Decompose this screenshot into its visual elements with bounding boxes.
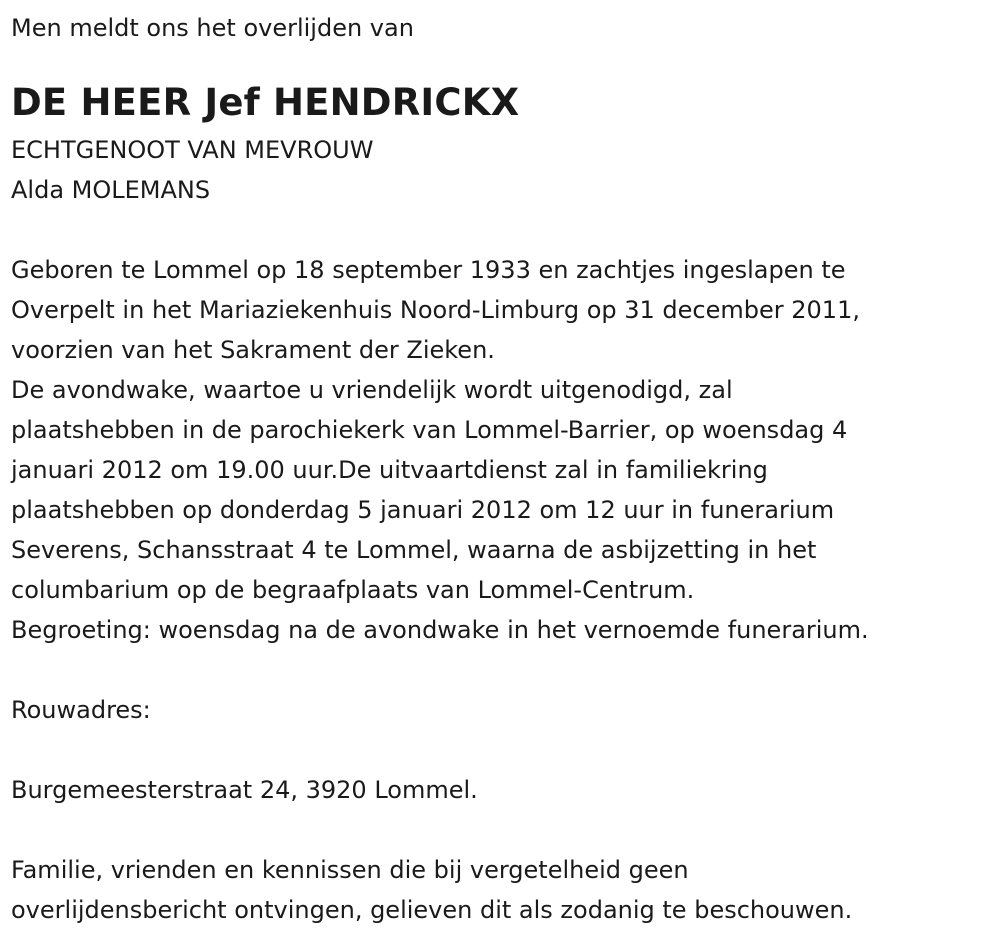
body-line: januari 2012 om 19.00 uur.De uitvaartdienst zal in familiekring: [11, 456, 768, 484]
body-line: plaatshebben in de parochiekerk van Lommel-Barrier, op woensdag 4: [11, 416, 848, 444]
spacer: [11, 210, 1000, 250]
closing-line: overlijdensbericht ontvingen, gelieven dit als zodanig te beschouwen.: [11, 896, 853, 924]
spouse-line-1: ECHTGENOOT VAN MEVROUW: [11, 136, 374, 164]
spacer: [11, 810, 1000, 850]
address-label: Rouwadres:: [11, 696, 151, 724]
body-line: columbarium op de begraafplaats van Lommel-Centrum.: [11, 576, 695, 604]
body-line: plaatshebben op donderdag 5 januari 2012 om 12 uur in funerarium: [11, 496, 835, 524]
spacer: [11, 730, 1000, 770]
spouse-line-2: Alda MOLEMANS: [11, 176, 211, 204]
spacer: [11, 650, 1000, 690]
deceased-name: DE HEER Jef HENDRICKX: [11, 81, 520, 124]
body-line: Begroeting: woensdag na de avondwake in het vernoemde funerarium.: [11, 616, 869, 644]
closing-text: [11, 850, 1000, 930]
intro-text: Men meldt ons het overlijden van: [11, 14, 414, 42]
address-value: Burgemeesterstraat 24, 3920 Lommel.: [11, 776, 478, 804]
body-line: Geboren te Lommel op 18 september 1933 en zachtjes ingeslapen te: [11, 256, 846, 284]
body-line: De avondwake, waartoe u vriendelijk wordt uitgenodigd, zal: [11, 376, 733, 404]
body-line: voorzien van het Sakrament der Zieken.: [11, 336, 495, 364]
closing-line: Familie, vrienden en kennissen die bij vergetelheid geen: [11, 856, 689, 884]
body-line: Overpelt in het Mariaziekenhuis Noord-Limburg op 31 december 2011,: [11, 296, 860, 324]
body-line: Severens, Schansstraat 4 te Lommel, waarna de asbijzetting in het: [11, 536, 817, 564]
body-text: [11, 250, 1000, 650]
